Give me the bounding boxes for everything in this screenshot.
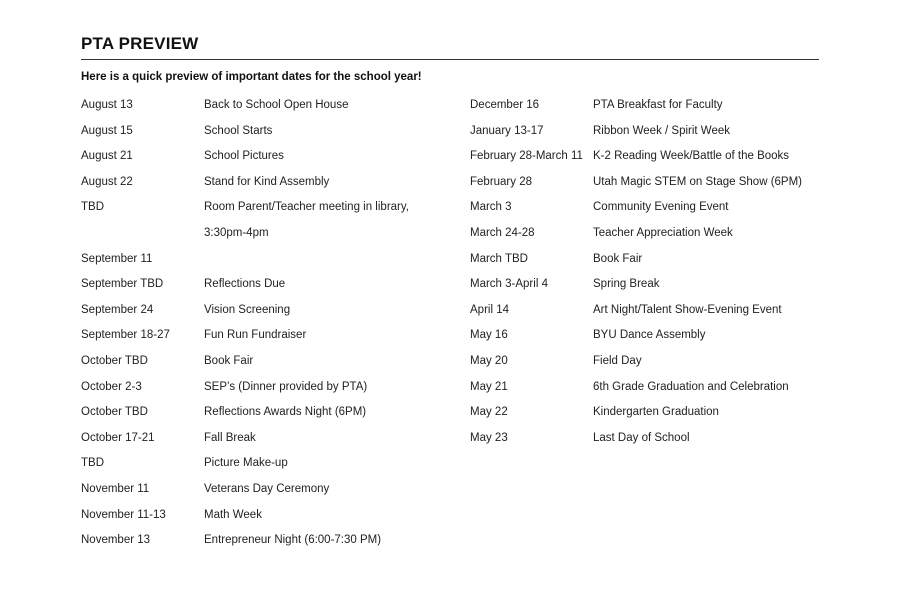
event-description: Community Evening Event: [593, 201, 729, 214]
page-title: PTA PREVIEW: [81, 34, 199, 53]
event-description: Math Week: [204, 508, 262, 521]
event-date: March TBD: [470, 252, 528, 265]
event-date: October TBD: [81, 406, 148, 419]
event-description: Back to School Open House: [204, 99, 349, 111]
event-row: [81, 199, 461, 225]
event-row: [470, 430, 819, 456]
event-description: PTA Breakfast for Faculty: [593, 99, 723, 111]
left-events-column: [81, 97, 461, 558]
event-date: October 2-3: [81, 380, 142, 393]
event-description: School Starts: [204, 124, 273, 137]
event-row: [81, 276, 461, 302]
event-row: [470, 353, 819, 379]
event-description: Last Day of School: [593, 431, 690, 444]
event-date: November 11: [81, 482, 150, 495]
event-description: Utah Magic STEM on Stage Show (6PM): [593, 175, 802, 188]
event-row: [81, 481, 461, 507]
event-row: [81, 507, 461, 533]
event-row: [470, 276, 819, 302]
event-row: [81, 225, 461, 251]
event-description: Field Day: [593, 354, 642, 367]
event-description: Spring Break: [593, 278, 660, 291]
event-description: Veterans Day Ceremony: [204, 482, 330, 495]
event-date: September 24: [81, 303, 154, 316]
event-row: [470, 251, 819, 277]
event-row: [81, 251, 461, 277]
event-row: [470, 404, 819, 430]
event-date: March 3-April 4: [470, 278, 548, 291]
event-date: August 15: [81, 124, 133, 137]
event-description: 3:30pm-4pm: [204, 226, 269, 239]
title-divider: [81, 59, 819, 60]
event-description: Entrepreneur Night (6:00-7:30 PM): [204, 534, 382, 547]
event-row: [470, 97, 819, 123]
event-row: [470, 379, 819, 405]
event-date: August 13: [81, 99, 133, 111]
event-date: April 14: [470, 303, 509, 316]
event-description: Picture Make-up: [204, 457, 288, 470]
event-description: BYU Dance Assembly: [593, 329, 706, 342]
event-row: [81, 532, 461, 558]
event-date: September 18-27: [81, 329, 170, 342]
event-date: March 3: [470, 201, 512, 214]
event-description: SEP’s (Dinner provided by PTA): [204, 380, 368, 393]
event-date: TBD: [81, 457, 104, 470]
event-row: [81, 353, 461, 379]
event-row: [81, 174, 461, 200]
event-description: Book Fair: [204, 354, 254, 367]
event-row: [81, 123, 461, 149]
event-date: December 16: [470, 99, 540, 111]
event-description: Book Fair: [593, 252, 643, 265]
event-row: [81, 302, 461, 328]
event-row: [470, 123, 819, 149]
event-date: May 22: [470, 406, 508, 419]
event-date: October TBD: [81, 354, 148, 367]
event-description: Stand for Kind Assembly: [204, 175, 330, 188]
event-row: [81, 148, 461, 174]
event-row: [81, 327, 461, 353]
event-date: February 28-March 11: [470, 150, 583, 163]
event-row: [81, 404, 461, 430]
event-description: School Pictures: [204, 150, 284, 163]
event-row: [81, 430, 461, 456]
event-date: TBD: [81, 201, 104, 214]
event-date: January 13-17: [470, 124, 544, 137]
event-row: [470, 302, 819, 328]
event-description: Fun Run Fundraiser: [204, 329, 307, 342]
subtitle: Here is a quick preview of important dates for the school year!: [81, 71, 422, 83]
event-description: Room Parent/Teacher meeting in library,: [204, 201, 409, 214]
event-date: May 16: [470, 329, 508, 342]
event-date: November 11-13: [81, 508, 166, 521]
event-date: August 22: [81, 175, 133, 188]
event-description: Reflections Awards Night (6PM): [204, 406, 367, 419]
event-description: Reflections Due: [204, 278, 286, 291]
event-date: May 20: [470, 354, 508, 367]
event-date: September 11: [81, 252, 153, 265]
event-row: [470, 225, 819, 251]
document-page: [81, 34, 819, 547]
event-date: May 23: [470, 431, 508, 444]
event-date: February 28: [470, 175, 533, 188]
event-row: [470, 174, 819, 200]
event-description: Vision Screening: [204, 303, 291, 316]
event-date: October 17-21: [81, 431, 155, 444]
event-row: [470, 327, 819, 353]
event-date: March 24-28: [470, 226, 535, 239]
event-row: [470, 148, 819, 174]
event-row: [81, 97, 461, 123]
right-events-column: [470, 97, 819, 455]
event-description: Teacher Appreciation Week: [593, 226, 733, 239]
event-date: August 21: [81, 150, 133, 163]
event-description: Fall Break: [204, 431, 256, 444]
event-row: [470, 199, 819, 225]
event-description: Art Night/Talent Show-Evening Event: [593, 303, 782, 316]
event-description: K-2 Reading Week/Battle of the Books: [593, 150, 790, 163]
event-row: [81, 379, 461, 405]
event-date: September TBD: [81, 278, 164, 291]
event-description: Kindergarten Graduation: [593, 406, 719, 419]
event-description: Ribbon Week / Spirit Week: [593, 124, 730, 137]
event-description: 6th Grade Graduation and Celebration: [593, 380, 789, 393]
event-date: November 13: [81, 534, 151, 547]
event-row: [81, 455, 461, 481]
event-date: May 21: [470, 380, 508, 393]
